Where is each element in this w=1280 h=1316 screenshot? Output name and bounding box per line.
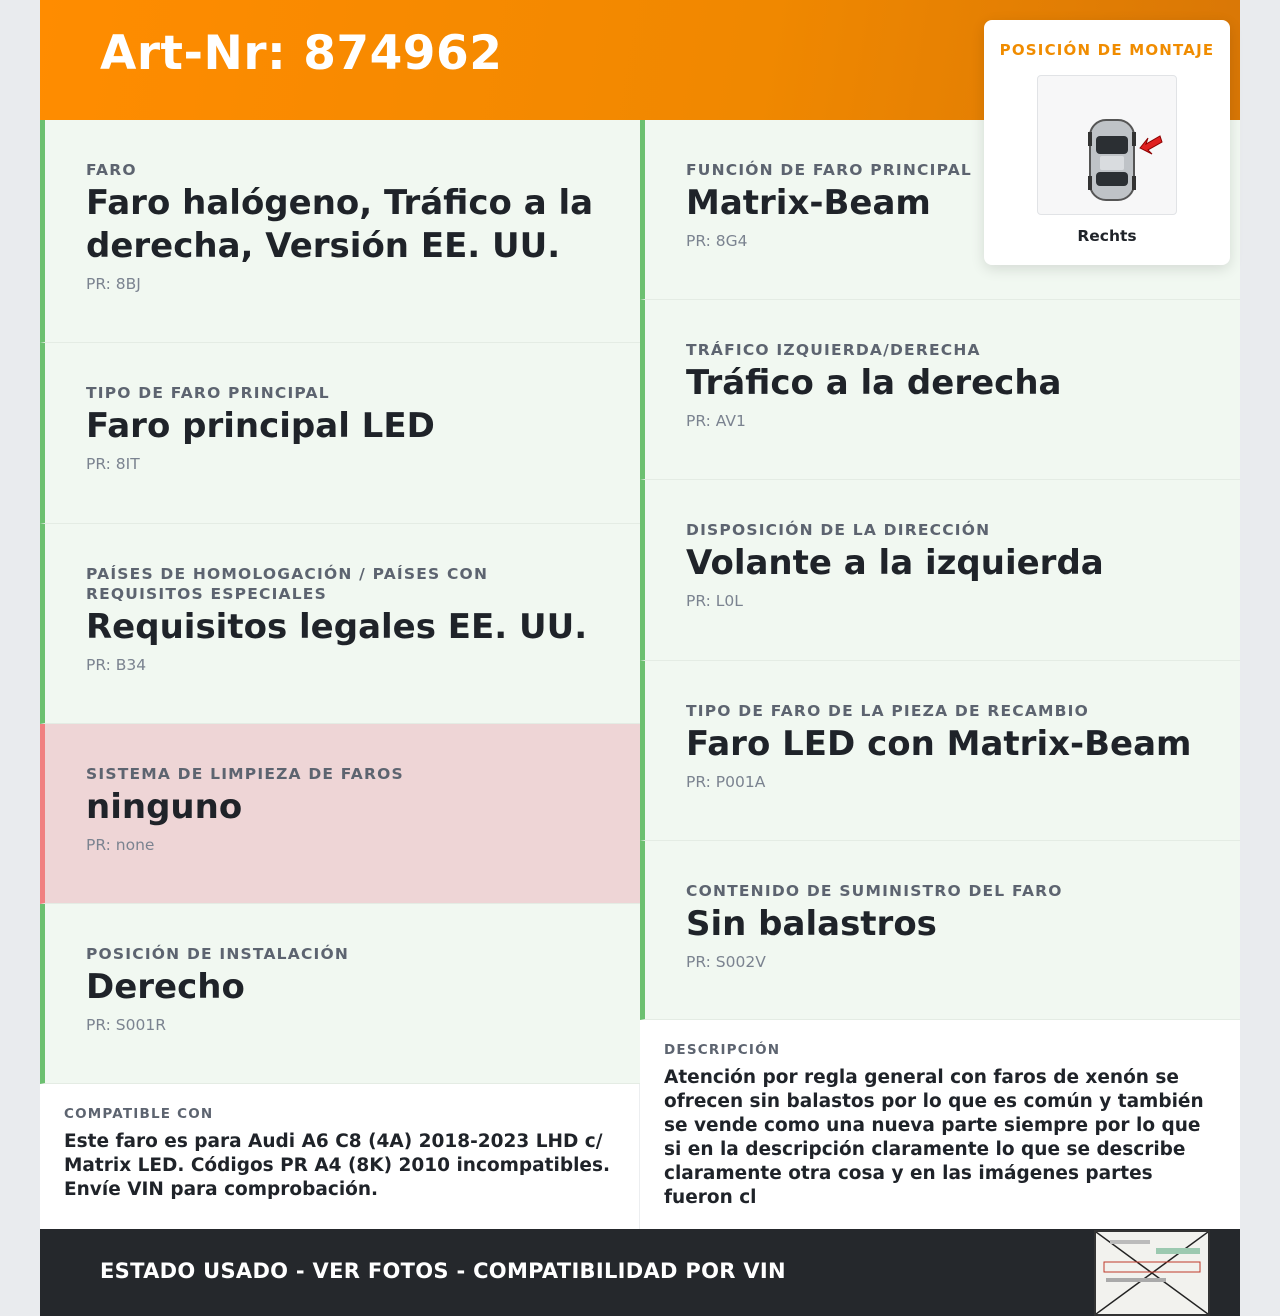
spec-label: FUNCIÓN DE FARO PRINCIPAL (686, 161, 972, 179)
spec-pr-code: PR: B34 (86, 656, 147, 674)
spec-label: TIPO DE FARO DE LA PIEZA DE RECAMBIO (686, 702, 1090, 720)
compatible-label: COMPATIBLE CON (64, 1106, 214, 1122)
spec-pr-code: PR: 8IT (86, 455, 140, 473)
spec-cell-faro (40, 120, 640, 343)
compatible-text: Este faro es para Audi A6 C8 (4A) 2018-2023 LHD c/ Matrix LED. Códigos PR A4 (8K) 2010 incompatibles. Envíe VIN para comprobación. (64, 1131, 611, 1200)
compatible-box (40, 1084, 640, 1229)
spec-value: Matrix-Beam (686, 183, 931, 223)
spec-value: ninguno (86, 787, 243, 827)
spec-pr-code: PR: AV1 (686, 412, 746, 430)
spec-label: TIPO DE FARO PRINCIPAL (86, 384, 330, 402)
spec-pr-code: PR: S001R (86, 1016, 166, 1034)
description-label: DESCRIPCIÓN (664, 1042, 781, 1058)
spec-value: Volante a la izquierda (686, 543, 1104, 583)
footer-text: ESTADO USADO - VER FOTOS - COMPATIBILIDAD POR VIN (100, 1259, 786, 1283)
spec-value: Faro halógeno, Tráfico a la derecha, Versión EE. UU. (86, 183, 594, 266)
spec-cell-limpieza (40, 724, 640, 904)
description-text: Atención por regla general con faros de xenón se ofrecen sin balastos por lo que es común y también se vende como una nueva parte siempre por lo que si en la descripción claramente lo que se describe claramente otra cosa y en las imágenes partes fueron cl (664, 1067, 1204, 1208)
spec-pr-code: PR: S002V (686, 953, 766, 971)
spec-label: TRÁFICO IZQUIERDA/DERECHA (686, 341, 981, 359)
spec-label: POSICIÓN DE INSTALACIÓN (86, 945, 350, 963)
label-stamp-image (1094, 1230, 1210, 1316)
spec-cell-recambio (640, 661, 1240, 841)
spec-value: Requisitos legales EE. UU. (86, 607, 588, 647)
mounting-position-card (984, 20, 1230, 265)
spec-pr-code: PR: L0L (686, 592, 743, 610)
spec-cell-tipo-faro (40, 343, 640, 524)
mounting-position-title: POSICIÓN DE MONTAJE (999, 41, 1215, 59)
spec-pr-code: PR: 8G4 (686, 232, 748, 250)
spec-pr-code: PR: 8BJ (86, 275, 141, 293)
spec-pr-code: PR: P001A (686, 773, 766, 791)
spec-label: PAÍSES DE HOMOLOGACIÓN / PAÍSES CON REQUISITOS ESPECIALES (86, 565, 489, 603)
description-box (640, 1020, 1240, 1229)
spec-label: CONTENIDO DE SUMINISTRO DEL FARO (686, 882, 1063, 900)
spec-value: Derecho (86, 967, 245, 1007)
spec-cell-direccion (640, 480, 1240, 661)
spec-label: FARO (86, 161, 137, 179)
mounting-side-label: Rechts (1077, 227, 1137, 245)
left-spec-column (40, 120, 640, 1084)
spec-value: Faro LED con Matrix-Beam (686, 724, 1192, 764)
car-top-view-image (1037, 75, 1177, 215)
spec-cell-trafico (640, 300, 1240, 480)
spec-pr-code: PR: none (86, 836, 155, 854)
spec-cell-posicion (40, 904, 640, 1084)
spec-cell-homologacion (40, 524, 640, 724)
spec-value: Faro principal LED (86, 406, 435, 446)
red-arrow-icon (1140, 136, 1162, 154)
spec-label: DISPOSICIÓN DE LA DIRECCIÓN (686, 521, 991, 539)
spec-value: Sin balastros (686, 904, 937, 944)
spec-label: SISTEMA DE LIMPIEZA DE FAROS (86, 765, 404, 783)
spec-value: Tráfico a la derecha (686, 363, 1062, 403)
spec-cell-suministro (640, 841, 1240, 1020)
footer-bar (40, 1229, 1240, 1316)
article-number: Art-Nr: 874962 (100, 26, 503, 81)
